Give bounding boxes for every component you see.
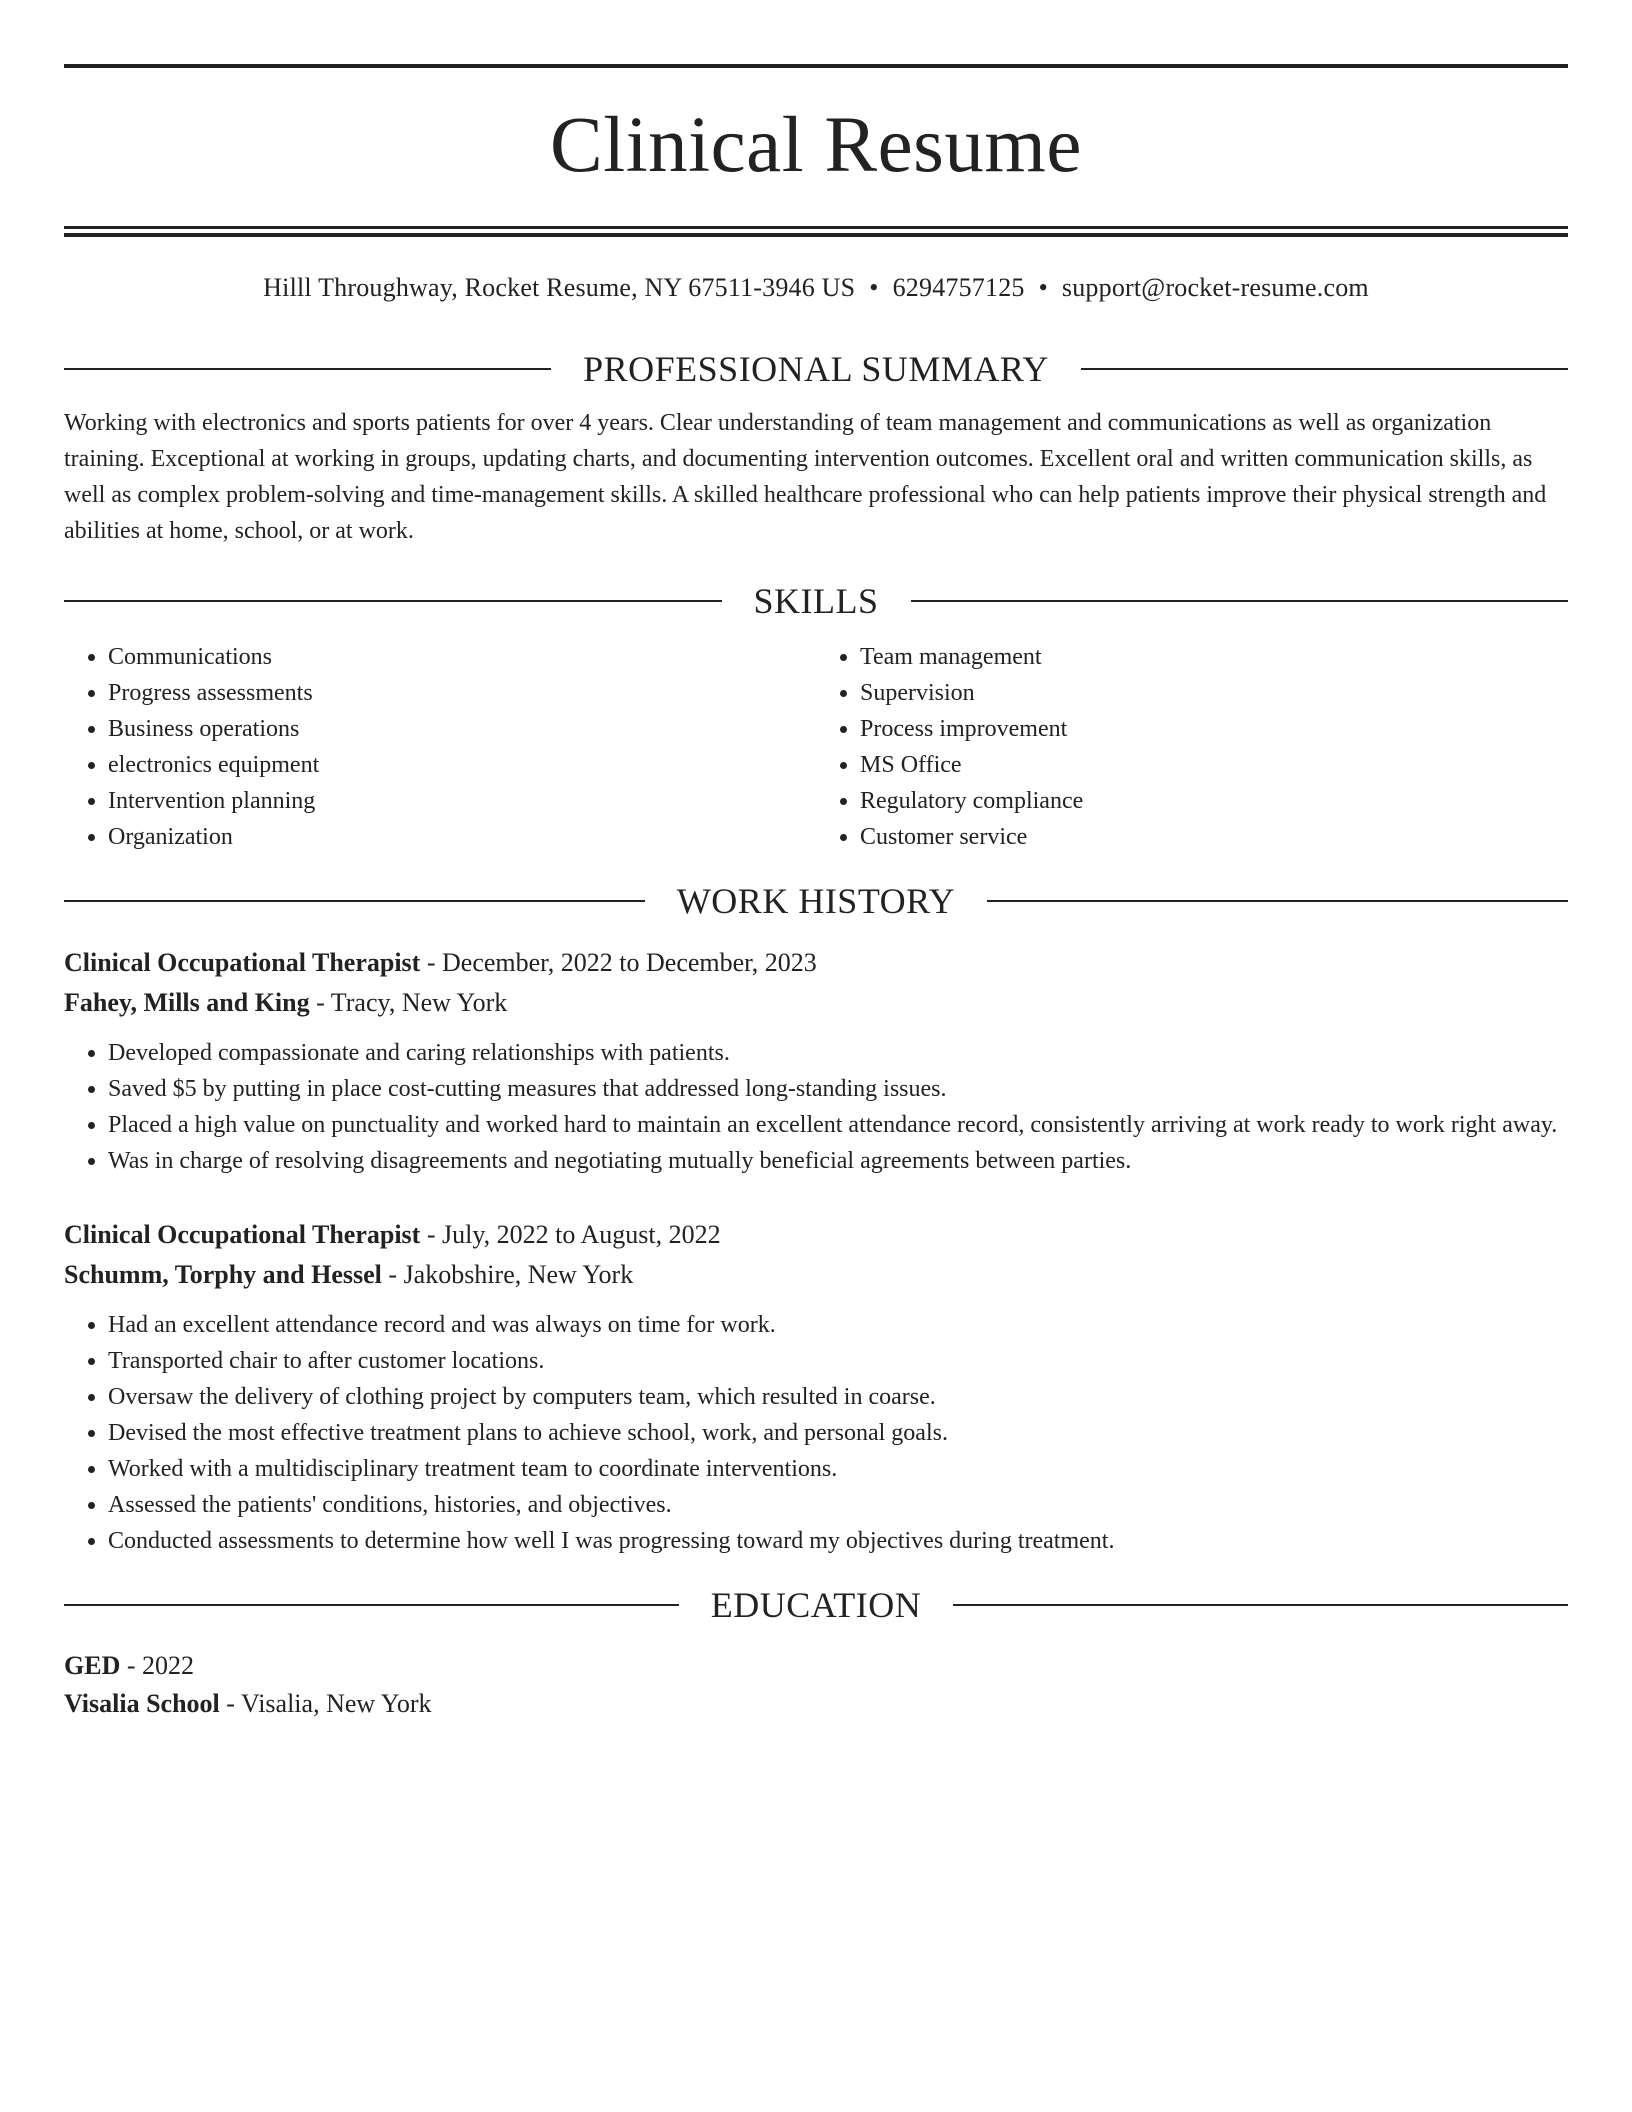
education-degree-line	[64, 1647, 1568, 1685]
summary-text: Working with electronics and sports patients for over 4 years. Clear understanding of team management and communications as well as organization training. Exceptional at working in groups, updating charts, and documenting intervention outcomes. Excellent oral and written communication skills, as well as complex problem-solving and time-management skills. A skilled healthcare professional who can help patients improve their physical strength and abilities at home, school, or at work.	[64, 410, 1547, 544]
header-double-rule	[64, 226, 1568, 237]
skill-item: • Regulatory compliance	[860, 783, 1568, 819]
skills-section-heading	[64, 579, 1568, 623]
education-section-heading	[64, 1583, 1568, 1627]
heading-rule-right	[987, 900, 1568, 902]
job-bullet: • Conducted assessments to determine how well I was progressing toward my objectives during treatment.	[108, 1523, 1568, 1559]
summary-section-heading	[64, 347, 1568, 391]
job-location: - Jakobshire, New York	[381, 1260, 634, 1289]
job-bullets	[64, 1035, 1568, 1179]
work-section-heading	[64, 879, 1568, 923]
skill-item: • Intervention planning	[108, 783, 816, 819]
heading-rule-left	[64, 900, 645, 902]
job-entry	[64, 943, 1568, 1179]
job-location: - Tracy, New York	[309, 988, 508, 1017]
job-bullet: • Had an excellent attendance record and was always on time for work.	[108, 1307, 1568, 1343]
skill-item: • Supervision	[860, 675, 1568, 711]
job-title: Clinical Occupational Therapist	[64, 1220, 421, 1249]
skill-item: • Process improvement	[860, 711, 1568, 747]
heading-rule-left	[64, 368, 551, 370]
job-title: Clinical Occupational Therapist	[64, 948, 421, 977]
contact-separator: •	[1038, 273, 1048, 302]
skill-item: • Progress assessments	[108, 675, 816, 711]
work-heading-title: WORK HISTORY	[676, 881, 956, 921]
top-rule	[64, 64, 1568, 68]
skill-item: • Organization	[108, 819, 816, 855]
education-year: - 2022	[120, 1651, 195, 1680]
skills-heading-title: SKILLS	[753, 581, 879, 621]
contact-line	[64, 271, 1568, 305]
heading-rule-left	[64, 600, 722, 602]
job-bullet: • Worked with a multidisciplinary treatment team to coordinate interventions.	[108, 1451, 1568, 1487]
heading-rule-right	[1081, 368, 1568, 370]
skills-list	[64, 639, 1568, 855]
job-bullet: • Assessed the patients' conditions, histories, and objectives.	[108, 1487, 1568, 1523]
contact-address: Hilll Throughway, Rocket Resume, NY 67511-3946 US	[263, 273, 856, 302]
job-company-line	[64, 1255, 1568, 1295]
job-bullet: • Saved $5 by putting in place cost-cutting measures that addressed long-standing issues.	[108, 1071, 1568, 1107]
job-dates: - July, 2022 to August, 2022	[420, 1220, 721, 1249]
education-school-line	[64, 1685, 1568, 1723]
skill-item: • Communications	[108, 639, 816, 675]
job-title-line	[64, 943, 1568, 983]
heading-rule-right	[911, 600, 1569, 602]
skill-item: • Team management	[860, 639, 1568, 675]
skills-column-right	[816, 639, 1568, 855]
heading-rule-left	[64, 1604, 679, 1606]
job-bullet: • Devised the most effective treatment plans to achieve school, work, and personal goals.	[108, 1415, 1568, 1451]
skill-item: • electronics equipment	[108, 747, 816, 783]
education-entry	[64, 1647, 1568, 1723]
contact-email: support@rocket-resume.com	[1061, 273, 1369, 302]
job-bullets	[64, 1307, 1568, 1559]
contact-separator: •	[869, 273, 879, 302]
skill-item: • MS Office	[860, 747, 1568, 783]
job-company: Fahey, Mills and King	[64, 988, 310, 1017]
contact-phone: 6294757125	[892, 273, 1025, 302]
skills-column-left	[64, 639, 816, 855]
summary-heading-title: PROFESSIONAL SUMMARY	[583, 349, 1049, 389]
resume-title: Clinical Resume	[550, 102, 1082, 189]
education-location: - Visalia, New York	[219, 1689, 432, 1718]
job-bullet: • Transported chair to after customer locations.	[108, 1343, 1568, 1379]
job-entry	[64, 1215, 1568, 1559]
skill-item: • Customer service	[860, 819, 1568, 855]
heading-rule-right	[953, 1604, 1568, 1606]
job-company: Schumm, Torphy and Hessel	[64, 1260, 382, 1289]
job-bullet: • Oversaw the delivery of clothing project by computers team, which resulted in coarse.	[108, 1379, 1568, 1415]
education-degree: GED	[64, 1651, 121, 1680]
job-bullet: • Placed a high value on punctuality and worked hard to maintain an excellent attendance record, consistently arriving at work ready to work right away.	[108, 1107, 1568, 1143]
job-dates: - December, 2022 to December, 2023	[420, 948, 817, 977]
job-title-line	[64, 1215, 1568, 1255]
skill-item: • Business operations	[108, 711, 816, 747]
job-company-line	[64, 983, 1568, 1023]
education-school: Visalia School	[64, 1689, 220, 1718]
job-bullet: • Was in charge of resolving disagreements and negotiating mutually beneficial agreements between parties.	[108, 1143, 1568, 1179]
job-bullet: • Developed compassionate and caring relationships with patients.	[108, 1035, 1568, 1071]
education-heading-title: EDUCATION	[710, 1585, 922, 1625]
